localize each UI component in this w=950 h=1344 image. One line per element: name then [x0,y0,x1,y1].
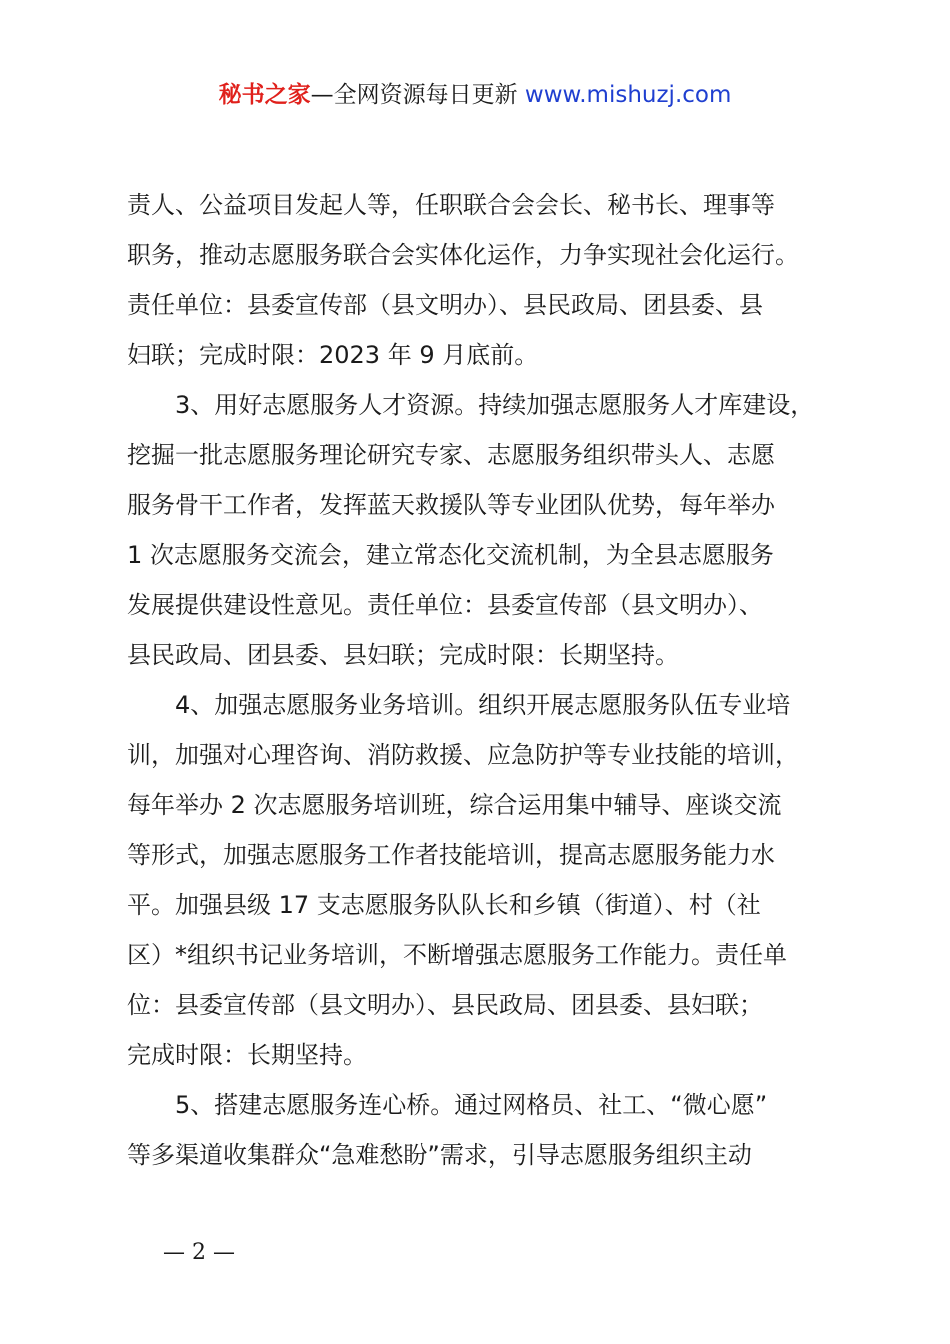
site-tagline: —全网资源每日更新 [310,82,525,108]
text-line: 3、用好志愿服务人才资源。持续加强志愿服务人才库建设， [175,391,815,419]
paragraph [127,1080,847,1180]
text-line: 职务，推动志愿服务联合会实体化运作，力争实现社会化运行。 [127,241,799,269]
text-line: 责任单位：县委宣传部（县文明办）、县民政局、团县委、县 [127,291,763,319]
text-line: 责人、公益项目发起人等，任职联合会会长、秘书长、理事等 [127,191,775,219]
paragraph [127,180,847,380]
text-line: 完成时限：长期坚持。 [127,1041,367,1069]
paragraph [127,680,847,1080]
text-line: 1 次志愿服务交流会，建立常态化交流机制，为全县志愿服务 [127,541,774,569]
text-line: 区）*组织书记业务培训，不断增强志愿服务工作能力。责任单 [127,941,787,969]
site-brand: 秘书之家 [218,82,311,108]
site-url[interactable]: www.mishuzj.com [524,82,732,108]
text-line: 县民政局、团县委、县妇联；完成时限：长期坚持。 [127,641,679,669]
text-line: 妇联；完成时限：2023 年 9 月底前。 [127,341,539,369]
paragraph [127,380,847,680]
document-body [127,180,847,1180]
text-line: 每年举办 2 次志愿服务培训班，综合运用集中辅导、座谈交流 [127,791,782,819]
page-number: — 2 — [163,1240,235,1265]
text-line: 平。加强县级 17 支志愿服务队队长和乡镇（街道）、村（社 [127,891,761,919]
text-line: 4、加强志愿服务业务培训。组织开展志愿服务队伍专业培 [175,691,791,719]
text-line: 等多渠道收集群众“急难愁盼”需求，引导志愿服务组织主动 [127,1141,752,1169]
text-line: 发展提供建设性意见。责任单位：县委宣传部（县文明办）、 [127,591,763,619]
text-line: 等形式，加强志愿服务工作者技能培训，提高志愿服务能力水 [127,841,775,869]
text-line: 训，加强对心理咨询、消防救援、应急防护等专业技能的培训， [127,741,799,769]
text-line: 服务骨干工作者，发挥蓝天救援队等专业团队优势，每年举办 [127,491,775,519]
text-line: 挖掘一批志愿服务理论研究专家、志愿服务组织带头人、志愿 [127,441,775,469]
site-header [0,78,950,112]
text-line: 位：县委宣传部（县文明办）、县民政局、团县委、县妇联； [127,991,763,1019]
text-line: 5、搭建志愿服务连心桥。通过网格员、社工、“微心愿” [175,1091,768,1119]
